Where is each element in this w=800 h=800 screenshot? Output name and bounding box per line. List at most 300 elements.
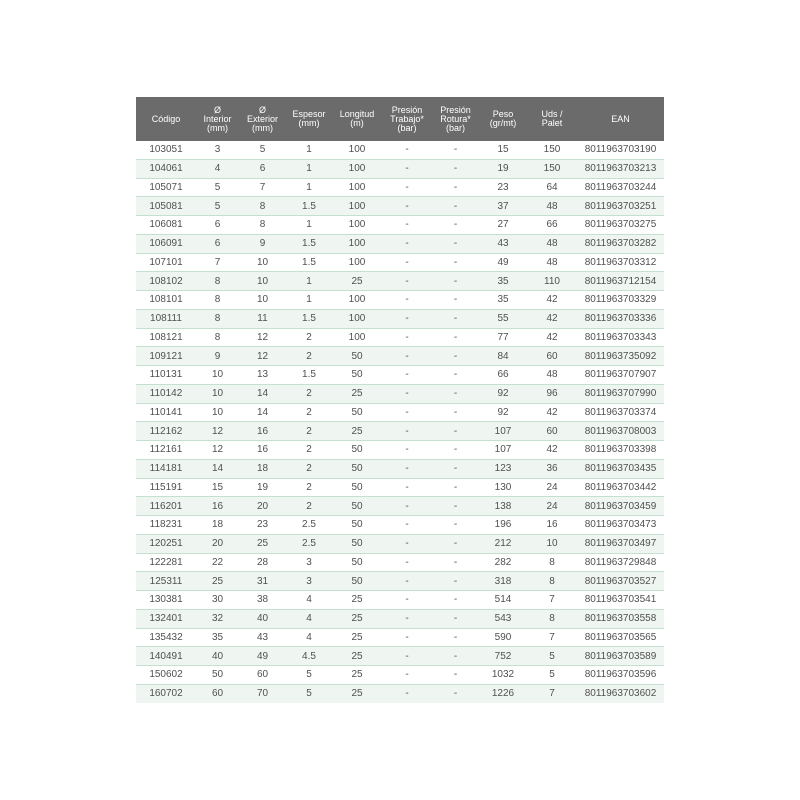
cell-longitud: 100 <box>332 309 382 328</box>
table-row <box>136 197 664 216</box>
cell-longitud: 100 <box>332 328 382 347</box>
cell-codigo: 116201 <box>136 497 196 516</box>
cell-uds-palet: 7 <box>527 684 577 702</box>
cell-ean: 8011963703336 <box>577 309 664 328</box>
cell-peso: 92 <box>479 384 527 403</box>
cell-longitud: 50 <box>332 516 382 535</box>
table-row <box>136 328 664 347</box>
cell-ean: 8011963703589 <box>577 647 664 666</box>
cell-espesor: 2 <box>286 403 332 422</box>
table-row <box>136 478 664 497</box>
cell-diametro-exterior: 5 <box>239 141 286 159</box>
cell-ean: 8011963703558 <box>577 609 664 628</box>
cell-presion-rotura: - <box>432 253 479 272</box>
cell-ean: 8011963703527 <box>577 572 664 591</box>
cell-presion-rotura: - <box>432 422 479 441</box>
cell-espesor: 5 <box>286 684 332 702</box>
table-row <box>136 422 664 441</box>
cell-presion-trabajo: - <box>382 684 432 702</box>
cell-diametro-exterior: 10 <box>239 253 286 272</box>
header-longitud: Longitud (m) <box>332 97 382 141</box>
cell-presion-rotura: - <box>432 553 479 572</box>
cell-peso: 318 <box>479 572 527 591</box>
cell-espesor: 2 <box>286 478 332 497</box>
cell-uds-palet: 24 <box>527 497 577 516</box>
cell-codigo: 120251 <box>136 534 196 553</box>
cell-longitud: 100 <box>332 141 382 159</box>
cell-diametro-exterior: 13 <box>239 366 286 385</box>
cell-diametro-interior: 8 <box>196 328 239 347</box>
cell-diametro-exterior: 10 <box>239 272 286 291</box>
cell-codigo: 106081 <box>136 216 196 235</box>
cell-longitud: 100 <box>332 234 382 253</box>
table-row <box>136 647 664 666</box>
cell-codigo: 108101 <box>136 291 196 310</box>
cell-ean: 8011963703190 <box>577 141 664 159</box>
table-row <box>136 628 664 647</box>
cell-codigo: 125311 <box>136 572 196 591</box>
cell-espesor: 2 <box>286 441 332 460</box>
cell-longitud: 100 <box>332 159 382 178</box>
cell-diametro-exterior: 20 <box>239 497 286 516</box>
cell-codigo: 140491 <box>136 647 196 666</box>
cell-ean: 8011963703497 <box>577 534 664 553</box>
cell-presion-rotura: - <box>432 366 479 385</box>
cell-uds-palet: 48 <box>527 366 577 385</box>
cell-presion-rotura: - <box>432 309 479 328</box>
cell-diametro-interior: 3 <box>196 141 239 159</box>
cell-peso: 138 <box>479 497 527 516</box>
cell-longitud: 50 <box>332 553 382 572</box>
cell-espesor: 4 <box>286 591 332 610</box>
header-espesor: Espesor (mm) <box>286 97 332 141</box>
cell-diametro-interior: 10 <box>196 384 239 403</box>
cell-peso: 49 <box>479 253 527 272</box>
cell-presion-trabajo: - <box>382 516 432 535</box>
cell-peso: 55 <box>479 309 527 328</box>
cell-presion-rotura: - <box>432 459 479 478</box>
cell-longitud: 25 <box>332 384 382 403</box>
cell-diametro-interior: 12 <box>196 441 239 460</box>
cell-uds-palet: 8 <box>527 553 577 572</box>
cell-presion-rotura: - <box>432 647 479 666</box>
cell-codigo: 130381 <box>136 591 196 610</box>
cell-peso: 123 <box>479 459 527 478</box>
cell-diametro-exterior: 11 <box>239 309 286 328</box>
cell-peso: 92 <box>479 403 527 422</box>
cell-longitud: 50 <box>332 366 382 385</box>
cell-diametro-interior: 7 <box>196 253 239 272</box>
header-peso: Peso (gr/mt) <box>479 97 527 141</box>
cell-presion-rotura: - <box>432 591 479 610</box>
cell-diametro-exterior: 16 <box>239 422 286 441</box>
cell-ean: 8011963707907 <box>577 366 664 385</box>
cell-peso: 107 <box>479 422 527 441</box>
cell-diametro-exterior: 6 <box>239 159 286 178</box>
cell-codigo: 114181 <box>136 459 196 478</box>
cell-presion-trabajo: - <box>382 609 432 628</box>
cell-ean: 8011963703541 <box>577 591 664 610</box>
cell-codigo: 160702 <box>136 684 196 702</box>
cell-ean: 8011963703343 <box>577 328 664 347</box>
cell-codigo: 103051 <box>136 141 196 159</box>
cell-presion-rotura: - <box>432 478 479 497</box>
cell-presion-trabajo: - <box>382 553 432 572</box>
cell-presion-trabajo: - <box>382 159 432 178</box>
cell-peso: 212 <box>479 534 527 553</box>
cell-presion-trabajo: - <box>382 403 432 422</box>
header-ean: EAN <box>577 97 664 141</box>
table-row <box>136 159 664 178</box>
cell-peso: 15 <box>479 141 527 159</box>
cell-longitud: 50 <box>332 347 382 366</box>
cell-ean: 8011963707990 <box>577 384 664 403</box>
cell-longitud: 50 <box>332 534 382 553</box>
cell-espesor: 1 <box>286 272 332 291</box>
table-row <box>136 178 664 197</box>
table-row <box>136 366 664 385</box>
cell-presion-trabajo: - <box>382 253 432 272</box>
cell-ean: 8011963703244 <box>577 178 664 197</box>
cell-presion-trabajo: - <box>382 459 432 478</box>
cell-presion-rotura: - <box>432 272 479 291</box>
cell-presion-rotura: - <box>432 628 479 647</box>
cell-longitud: 50 <box>332 441 382 460</box>
cell-longitud: 50 <box>332 497 382 516</box>
cell-diametro-interior: 20 <box>196 534 239 553</box>
table-row <box>136 216 664 235</box>
cell-ean: 8011963703312 <box>577 253 664 272</box>
cell-codigo: 150602 <box>136 666 196 685</box>
cell-longitud: 25 <box>332 666 382 685</box>
cell-ean: 8011963708003 <box>577 422 664 441</box>
cell-diametro-interior: 9 <box>196 347 239 366</box>
cell-diametro-exterior: 28 <box>239 553 286 572</box>
cell-presion-trabajo: - <box>382 234 432 253</box>
table-row <box>136 497 664 516</box>
cell-codigo: 110142 <box>136 384 196 403</box>
cell-ean: 8011963712154 <box>577 272 664 291</box>
cell-diametro-exterior: 16 <box>239 441 286 460</box>
cell-espesor: 3 <box>286 572 332 591</box>
cell-codigo: 110131 <box>136 366 196 385</box>
cell-presion-rotura: - <box>432 403 479 422</box>
cell-presion-trabajo: - <box>382 384 432 403</box>
cell-espesor: 2 <box>286 347 332 366</box>
cell-espesor: 3 <box>286 553 332 572</box>
cell-espesor: 1.5 <box>286 197 332 216</box>
cell-uds-palet: 5 <box>527 647 577 666</box>
header-presion-trabajo: Presión Trabajo* (bar) <box>382 97 432 141</box>
cell-presion-trabajo: - <box>382 441 432 460</box>
cell-peso: 37 <box>479 197 527 216</box>
cell-codigo: 110141 <box>136 403 196 422</box>
cell-ean: 8011963703213 <box>577 159 664 178</box>
table-row <box>136 234 664 253</box>
cell-diametro-exterior: 14 <box>239 403 286 422</box>
cell-diametro-interior: 10 <box>196 366 239 385</box>
cell-peso: 23 <box>479 178 527 197</box>
cell-ean: 8011963703275 <box>577 216 664 235</box>
cell-diametro-exterior: 18 <box>239 459 286 478</box>
cell-presion-rotura: - <box>432 159 479 178</box>
cell-longitud: 100 <box>332 253 382 272</box>
cell-diametro-exterior: 31 <box>239 572 286 591</box>
cell-presion-rotura: - <box>432 216 479 235</box>
cell-uds-palet: 7 <box>527 591 577 610</box>
cell-codigo: 112161 <box>136 441 196 460</box>
cell-codigo: 108111 <box>136 309 196 328</box>
cell-diametro-exterior: 9 <box>239 234 286 253</box>
cell-uds-palet: 66 <box>527 216 577 235</box>
header-presion-rotura: Presión Rotura* (bar) <box>432 97 479 141</box>
cell-diametro-interior: 10 <box>196 403 239 422</box>
cell-uds-palet: 64 <box>527 178 577 197</box>
cell-presion-trabajo: - <box>382 328 432 347</box>
cell-uds-palet: 10 <box>527 534 577 553</box>
cell-uds-palet: 150 <box>527 141 577 159</box>
cell-peso: 590 <box>479 628 527 647</box>
cell-ean: 8011963729848 <box>577 553 664 572</box>
cell-longitud: 100 <box>332 291 382 310</box>
cell-espesor: 2.5 <box>286 516 332 535</box>
header-codigo: Código <box>136 97 196 141</box>
cell-uds-palet: 42 <box>527 403 577 422</box>
cell-peso: 35 <box>479 291 527 310</box>
table-row <box>136 347 664 366</box>
cell-longitud: 25 <box>332 684 382 702</box>
table-row <box>136 553 664 572</box>
cell-espesor: 2 <box>286 422 332 441</box>
cell-espesor: 2.5 <box>286 534 332 553</box>
cell-peso: 543 <box>479 609 527 628</box>
table-row <box>136 572 664 591</box>
cell-longitud: 100 <box>332 216 382 235</box>
cell-codigo: 107101 <box>136 253 196 272</box>
cell-presion-rotura: - <box>432 572 479 591</box>
cell-ean: 8011963703602 <box>577 684 664 702</box>
header-diametro-interior: Ø Interior (mm) <box>196 97 239 141</box>
table-row <box>136 141 664 159</box>
cell-ean: 8011963735092 <box>577 347 664 366</box>
cell-codigo: 118231 <box>136 516 196 535</box>
cell-uds-palet: 5 <box>527 666 577 685</box>
cell-diametro-interior: 6 <box>196 216 239 235</box>
cell-espesor: 1 <box>286 291 332 310</box>
cell-uds-palet: 42 <box>527 309 577 328</box>
cell-ean: 8011963703251 <box>577 197 664 216</box>
cell-espesor: 1.5 <box>286 366 332 385</box>
cell-diametro-exterior: 7 <box>239 178 286 197</box>
cell-presion-rotura: - <box>432 609 479 628</box>
cell-longitud: 25 <box>332 591 382 610</box>
cell-codigo: 109121 <box>136 347 196 366</box>
cell-longitud: 50 <box>332 478 382 497</box>
cell-uds-palet: 48 <box>527 234 577 253</box>
cell-ean: 8011963703459 <box>577 497 664 516</box>
cell-presion-rotura: - <box>432 384 479 403</box>
cell-diametro-interior: 12 <box>196 422 239 441</box>
cell-diametro-interior: 15 <box>196 478 239 497</box>
cell-peso: 43 <box>479 234 527 253</box>
cell-presion-trabajo: - <box>382 197 432 216</box>
cell-diametro-exterior: 12 <box>239 347 286 366</box>
cell-espesor: 2 <box>286 328 332 347</box>
cell-uds-palet: 60 <box>527 347 577 366</box>
cell-peso: 107 <box>479 441 527 460</box>
cell-presion-trabajo: - <box>382 497 432 516</box>
table-header-row <box>136 97 664 141</box>
cell-diametro-interior: 4 <box>196 159 239 178</box>
cell-peso: 84 <box>479 347 527 366</box>
cell-peso: 1032 <box>479 666 527 685</box>
table-row <box>136 403 664 422</box>
cell-diametro-interior: 32 <box>196 609 239 628</box>
cell-presion-trabajo: - <box>382 272 432 291</box>
cell-presion-trabajo: - <box>382 366 432 385</box>
cell-presion-rotura: - <box>432 291 479 310</box>
cell-longitud: 50 <box>332 403 382 422</box>
cell-presion-rotura: - <box>432 516 479 535</box>
cell-longitud: 25 <box>332 647 382 666</box>
cell-espesor: 2 <box>286 497 332 516</box>
table-row <box>136 384 664 403</box>
cell-diametro-interior: 6 <box>196 234 239 253</box>
cell-uds-palet: 8 <box>527 609 577 628</box>
cell-espesor: 4.5 <box>286 647 332 666</box>
cell-presion-trabajo: - <box>382 178 432 197</box>
cell-presion-rotura: - <box>432 141 479 159</box>
table-body <box>136 141 664 703</box>
cell-codigo: 106091 <box>136 234 196 253</box>
cell-diametro-exterior: 49 <box>239 647 286 666</box>
cell-presion-rotura: - <box>432 347 479 366</box>
cell-presion-trabajo: - <box>382 141 432 159</box>
cell-peso: 514 <box>479 591 527 610</box>
cell-presion-rotura: - <box>432 534 479 553</box>
cell-longitud: 50 <box>332 572 382 591</box>
cell-codigo: 104061 <box>136 159 196 178</box>
cell-codigo: 135432 <box>136 628 196 647</box>
cell-ean: 8011963703329 <box>577 291 664 310</box>
cell-diametro-interior: 18 <box>196 516 239 535</box>
cell-ean: 8011963703374 <box>577 403 664 422</box>
cell-codigo: 115191 <box>136 478 196 497</box>
cell-peso: 66 <box>479 366 527 385</box>
cell-ean: 8011963703473 <box>577 516 664 535</box>
cell-diametro-exterior: 38 <box>239 591 286 610</box>
cell-diametro-interior: 25 <box>196 572 239 591</box>
cell-presion-trabajo: - <box>382 347 432 366</box>
cell-peso: 752 <box>479 647 527 666</box>
cell-presion-trabajo: - <box>382 647 432 666</box>
cell-diametro-interior: 5 <box>196 178 239 197</box>
cell-peso: 77 <box>479 328 527 347</box>
cell-longitud: 100 <box>332 197 382 216</box>
cell-espesor: 1.5 <box>286 309 332 328</box>
cell-diametro-exterior: 60 <box>239 666 286 685</box>
table-row <box>136 516 664 535</box>
table-row <box>136 309 664 328</box>
cell-diametro-interior: 35 <box>196 628 239 647</box>
cell-presion-trabajo: - <box>382 534 432 553</box>
cell-uds-palet: 60 <box>527 422 577 441</box>
cell-diametro-exterior: 12 <box>239 328 286 347</box>
cell-uds-palet: 24 <box>527 478 577 497</box>
cell-presion-rotura: - <box>432 197 479 216</box>
cell-espesor: 4 <box>286 628 332 647</box>
cell-espesor: 4 <box>286 609 332 628</box>
cell-codigo: 105081 <box>136 197 196 216</box>
cell-uds-palet: 7 <box>527 628 577 647</box>
cell-diametro-interior: 8 <box>196 309 239 328</box>
cell-espesor: 1.5 <box>286 253 332 272</box>
cell-peso: 19 <box>479 159 527 178</box>
table-row <box>136 684 664 702</box>
cell-codigo: 112162 <box>136 422 196 441</box>
cell-codigo: 108102 <box>136 272 196 291</box>
cell-longitud: 25 <box>332 422 382 441</box>
cell-diametro-interior: 40 <box>196 647 239 666</box>
table-row <box>136 291 664 310</box>
cell-presion-rotura: - <box>432 328 479 347</box>
cell-presion-trabajo: - <box>382 666 432 685</box>
cell-diametro-interior: 8 <box>196 272 239 291</box>
cell-peso: 282 <box>479 553 527 572</box>
cell-uds-palet: 48 <box>527 253 577 272</box>
table-row <box>136 666 664 685</box>
cell-presion-trabajo: - <box>382 216 432 235</box>
cell-ean: 8011963703435 <box>577 459 664 478</box>
cell-presion-trabajo: - <box>382 422 432 441</box>
cell-diametro-exterior: 70 <box>239 684 286 702</box>
cell-espesor: 1 <box>286 141 332 159</box>
cell-peso: 27 <box>479 216 527 235</box>
cell-espesor: 1 <box>286 159 332 178</box>
cell-longitud: 50 <box>332 459 382 478</box>
cell-longitud: 25 <box>332 628 382 647</box>
table-row <box>136 272 664 291</box>
cell-codigo: 105071 <box>136 178 196 197</box>
cell-diametro-exterior: 10 <box>239 291 286 310</box>
cell-presion-rotura: - <box>432 666 479 685</box>
cell-presion-rotura: - <box>432 497 479 516</box>
table-row <box>136 534 664 553</box>
header-diametro-exterior: Ø Exterior (mm) <box>239 97 286 141</box>
cell-diametro-interior: 22 <box>196 553 239 572</box>
header-uds-palet: Uds / Palet <box>527 97 577 141</box>
cell-diametro-interior: 8 <box>196 291 239 310</box>
cell-uds-palet: 48 <box>527 197 577 216</box>
cell-longitud: 25 <box>332 272 382 291</box>
cell-ean: 8011963703596 <box>577 666 664 685</box>
cell-presion-rotura: - <box>432 234 479 253</box>
cell-diametro-exterior: 40 <box>239 609 286 628</box>
table-row <box>136 609 664 628</box>
cell-diametro-interior: 5 <box>196 197 239 216</box>
table-row <box>136 253 664 272</box>
cell-uds-palet: 42 <box>527 328 577 347</box>
cell-uds-palet: 110 <box>527 272 577 291</box>
cell-espesor: 1 <box>286 216 332 235</box>
cell-presion-trabajo: - <box>382 478 432 497</box>
cell-espesor: 5 <box>286 666 332 685</box>
cell-espesor: 1.5 <box>286 234 332 253</box>
cell-codigo: 132401 <box>136 609 196 628</box>
cell-uds-palet: 150 <box>527 159 577 178</box>
cell-diametro-interior: 14 <box>196 459 239 478</box>
cell-uds-palet: 16 <box>527 516 577 535</box>
